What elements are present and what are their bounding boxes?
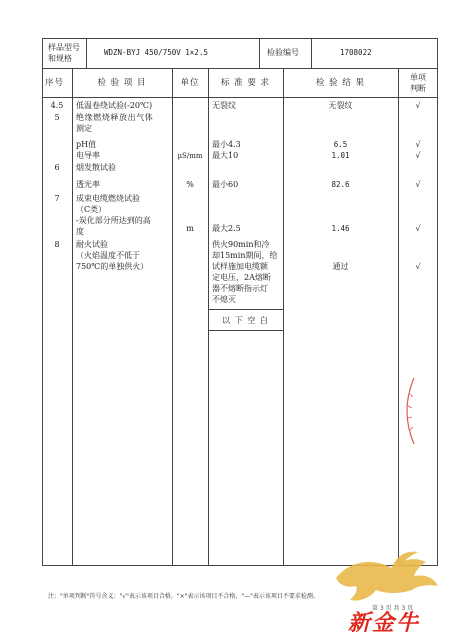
- row-requirement-line-6: 不熄灭: [212, 295, 236, 304]
- row-requirement: 最大2.5: [212, 224, 241, 233]
- col-header-judge-2: 判断: [410, 84, 426, 93]
- row-item-line-3: 750℃的单独供火）: [76, 262, 149, 271]
- row-result: 1.46: [331, 224, 350, 233]
- row-judge: √: [415, 262, 421, 271]
- col-header-requirement: 标 准 要 求: [220, 78, 271, 88]
- row-item: 成束电缆燃烧试验: [76, 194, 140, 203]
- row-requirement: 无裂纹: [212, 101, 236, 110]
- row-result: 通过: [332, 262, 349, 271]
- sample-model-label-2: 和规格: [48, 54, 72, 63]
- row-seq: 8: [54, 240, 60, 249]
- row-item-line-2: （火焰温度不低于: [76, 251, 140, 260]
- sample-model-label: 样品型号: [48, 43, 80, 52]
- row-item: 电导率: [76, 151, 100, 160]
- row-requirement: 最大10: [212, 151, 239, 160]
- row-unit: m: [186, 224, 194, 233]
- row-item-line-3: -炭化部分所达到的高: [76, 216, 151, 225]
- header-divider: [42, 68, 438, 69]
- row-requirement: 供火90min和冷: [212, 240, 270, 249]
- row-item-line-4: 度: [76, 227, 84, 236]
- row-seq: 6: [54, 163, 60, 172]
- row-item: 透光率: [76, 180, 100, 189]
- col-header-seq: 序号: [45, 78, 65, 88]
- row-item: 低温卷绕试验(-20℃): [76, 101, 153, 110]
- row-judge: √: [415, 140, 421, 149]
- footnote: 注："单项判断"符号含义："√"表示该项目合格，"×"表示该项目不合格，"—"表示该项目不要求检测。: [48, 593, 319, 600]
- row-requirement-line-5: 器不熔断指示灯: [212, 284, 268, 293]
- bull-logo-icon: [330, 548, 442, 608]
- col-header-judge: 单项: [410, 73, 426, 82]
- row-item: 耐火试验: [76, 240, 108, 249]
- blank-below-note: 以 下 空 白: [222, 316, 269, 325]
- column-header-divider: [42, 97, 438, 98]
- row-result: 82.6: [331, 180, 350, 189]
- row-judge: √: [415, 151, 421, 160]
- row-item: 绝缘燃烧释放出气体: [76, 113, 154, 122]
- seal-stamp: [396, 376, 416, 446]
- row-unit: μS/mm: [177, 152, 203, 160]
- row-unit: %: [186, 180, 194, 189]
- row-requirement: 最小4.3: [212, 140, 241, 149]
- row-seq: 7: [54, 194, 60, 203]
- col-header-item: 检 验 项 目: [97, 78, 147, 88]
- row-seq: 4.5: [50, 101, 64, 110]
- row-seq: 5: [54, 113, 60, 122]
- row-requirement-line-3: 试样施加电缆额: [212, 262, 268, 271]
- row-result: 1.01: [331, 151, 350, 160]
- row-requirement: 最小60: [212, 180, 239, 189]
- brand-logo-text: 新金牛: [348, 611, 421, 636]
- row-result: 6.5: [333, 140, 348, 149]
- sample-model-value: WDZN-BYJ 450/750V 1×2.5: [104, 48, 208, 57]
- col-header-unit: 单位: [180, 78, 200, 88]
- report-no-value: 1708022: [340, 48, 372, 57]
- row-requirement-line-4: 定电压，2A熔断: [212, 273, 271, 282]
- row-item: pH值: [76, 140, 97, 149]
- row-item-line-2: 测定: [76, 124, 92, 133]
- row-judge: √: [415, 180, 421, 189]
- row-requirement-line-2: 却15min期间，给: [212, 251, 278, 260]
- row-judge: √: [415, 101, 421, 110]
- report-no-label: 检验编号: [267, 48, 299, 57]
- row-judge: √: [415, 224, 421, 233]
- row-item-line-2: （C类）: [76, 205, 107, 214]
- page-number: 第 3 页 共 3 页: [372, 605, 414, 612]
- row-result: 无裂纹: [328, 101, 353, 110]
- row-item: 烟发散试验: [76, 163, 116, 172]
- col-header-result: 检 验 结 果: [315, 78, 366, 88]
